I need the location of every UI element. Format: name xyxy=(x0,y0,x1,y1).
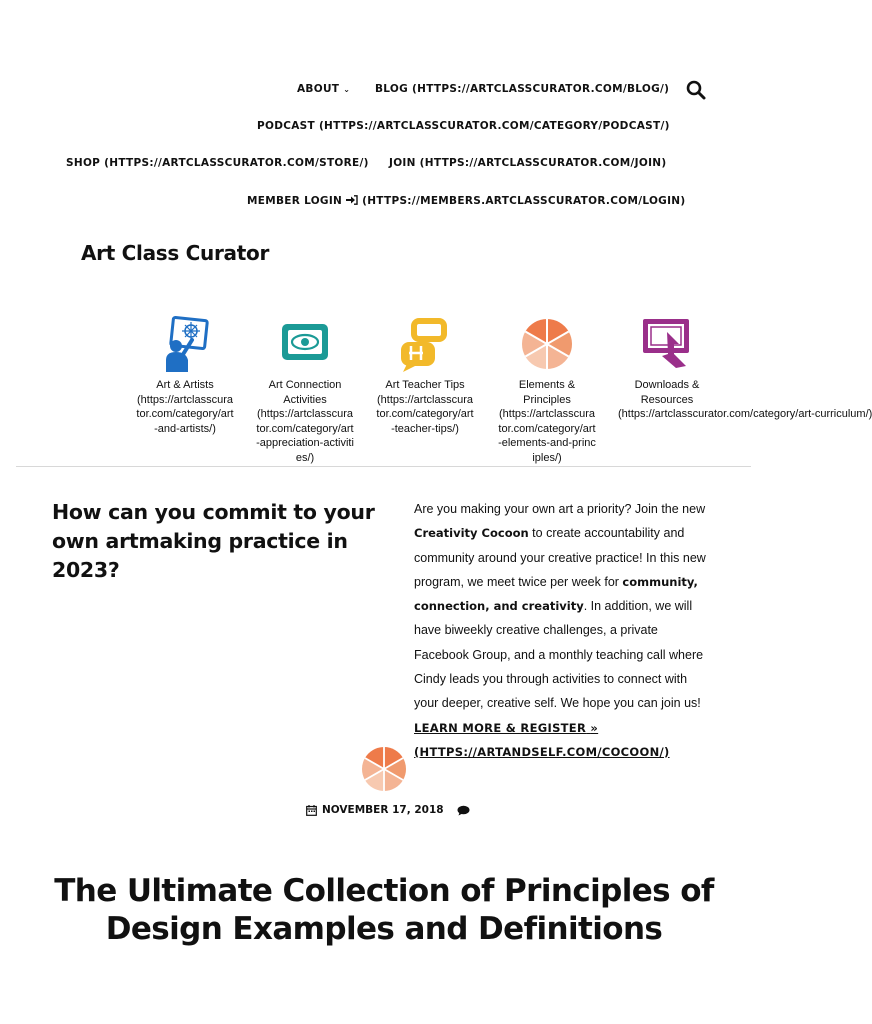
calendar-icon xyxy=(306,805,317,816)
promo-bold-cocoon: Creativity Cocoon xyxy=(414,526,529,541)
nav-about-label: ABOUT xyxy=(297,83,340,95)
download-icon xyxy=(640,316,694,372)
category-url: (https://artclasscurator.com/category/art-and-artists/) xyxy=(136,393,234,435)
promo-body xyxy=(414,497,714,764)
chat-bubbles-icon xyxy=(399,316,451,372)
promo-bold-community: community, connection, and creativity xyxy=(414,574,698,614)
color-wheel-icon xyxy=(360,745,408,793)
color-wheel-icon xyxy=(520,316,574,372)
category-label: Art Teacher Tips xyxy=(385,379,465,391)
post-date[interactable]: NOVEMBER 17, 2018 xyxy=(322,804,444,816)
double-chevron-icon: » xyxy=(590,720,599,735)
category-label: Elements & Principles xyxy=(518,379,576,406)
nav-about[interactable] xyxy=(297,83,350,95)
nav-member-login-label: MEMBER LOGIN xyxy=(247,195,343,207)
category-label: Art Connection Activities xyxy=(268,379,342,406)
category-downloads-and-resources[interactable] xyxy=(618,316,872,422)
nav-podcast[interactable]: PODCAST (HTTPS://ARTCLASSCURATOR.COM/CATEGORY/PODCAST/) xyxy=(257,120,670,132)
promo-heading: How can you commit to your own artmaking practice in 2023? xyxy=(52,500,375,582)
learn-more-label: LEARN MORE & REGISTER xyxy=(414,720,587,735)
search-icon[interactable] xyxy=(686,80,706,100)
category-url: (https://artclasscurator.com/category/art-curriculum/) xyxy=(618,408,872,420)
article-title[interactable]: The Ultimate Collection of Principles of Design Examples and Definitions xyxy=(54,873,714,947)
category-art-connection-activities[interactable] xyxy=(256,316,354,465)
promo-text: . In addition, we will have biweekly creative challenges, a private Facebook Group, and a monthly teaching call where Cindy leads you through activities to connect with your deeper, creative self. We hope you can join us! xyxy=(414,599,704,711)
nav-member-login[interactable] xyxy=(247,195,686,207)
learn-more-url: (HTTPS://ARTANDSELF.COM/COCOON/) xyxy=(414,744,670,759)
artist-painting-icon xyxy=(160,316,210,372)
category-elements-and-principles[interactable] xyxy=(498,316,596,465)
post-meta xyxy=(306,804,470,816)
learn-more-link[interactable] xyxy=(414,721,670,759)
site-title[interactable]: Art Class Curator xyxy=(81,241,270,265)
eye-frame-icon xyxy=(279,316,331,372)
nav-shop[interactable]: SHOP (HTTPS://ARTCLASSCURATOR.COM/STORE/) xyxy=(66,157,369,169)
sign-in-icon xyxy=(346,195,358,205)
category-art-and-artists[interactable] xyxy=(136,316,234,436)
promo-text: Are you making your own art a priority? Join the new xyxy=(414,502,706,516)
nav-member-login-url: (HTTPS://MEMBERS.ARTCLASSCURATOR.COM/LOGIN) xyxy=(362,195,686,207)
nav-join[interactable]: JOIN (HTTPS://ARTCLASSCURATOR.COM/JOIN) xyxy=(389,157,667,169)
promo-text: to create accountability and community around your creative practice! In this new program, we meet twice per week for xyxy=(414,526,706,589)
category-art-teacher-tips[interactable] xyxy=(376,316,474,436)
comment-icon[interactable] xyxy=(457,805,470,816)
category-url: (https://artclasscurator.com/category/art-teacher-tips/) xyxy=(376,393,474,435)
category-label: Art & Artists xyxy=(156,379,214,391)
section-divider xyxy=(16,466,751,467)
nav-blog[interactable]: BLOG (HTTPS://ARTCLASSCURATOR.COM/BLOG/) xyxy=(375,83,670,95)
category-url: (https://artclasscurator.com/category/art-elements-and-principles/) xyxy=(498,408,596,464)
chevron-down-icon: ⌄ xyxy=(343,85,351,94)
category-url: (https://artclasscurator.com/category/art-appreciation-activities/) xyxy=(256,408,354,464)
category-label: Downloads & Resources xyxy=(634,379,700,406)
